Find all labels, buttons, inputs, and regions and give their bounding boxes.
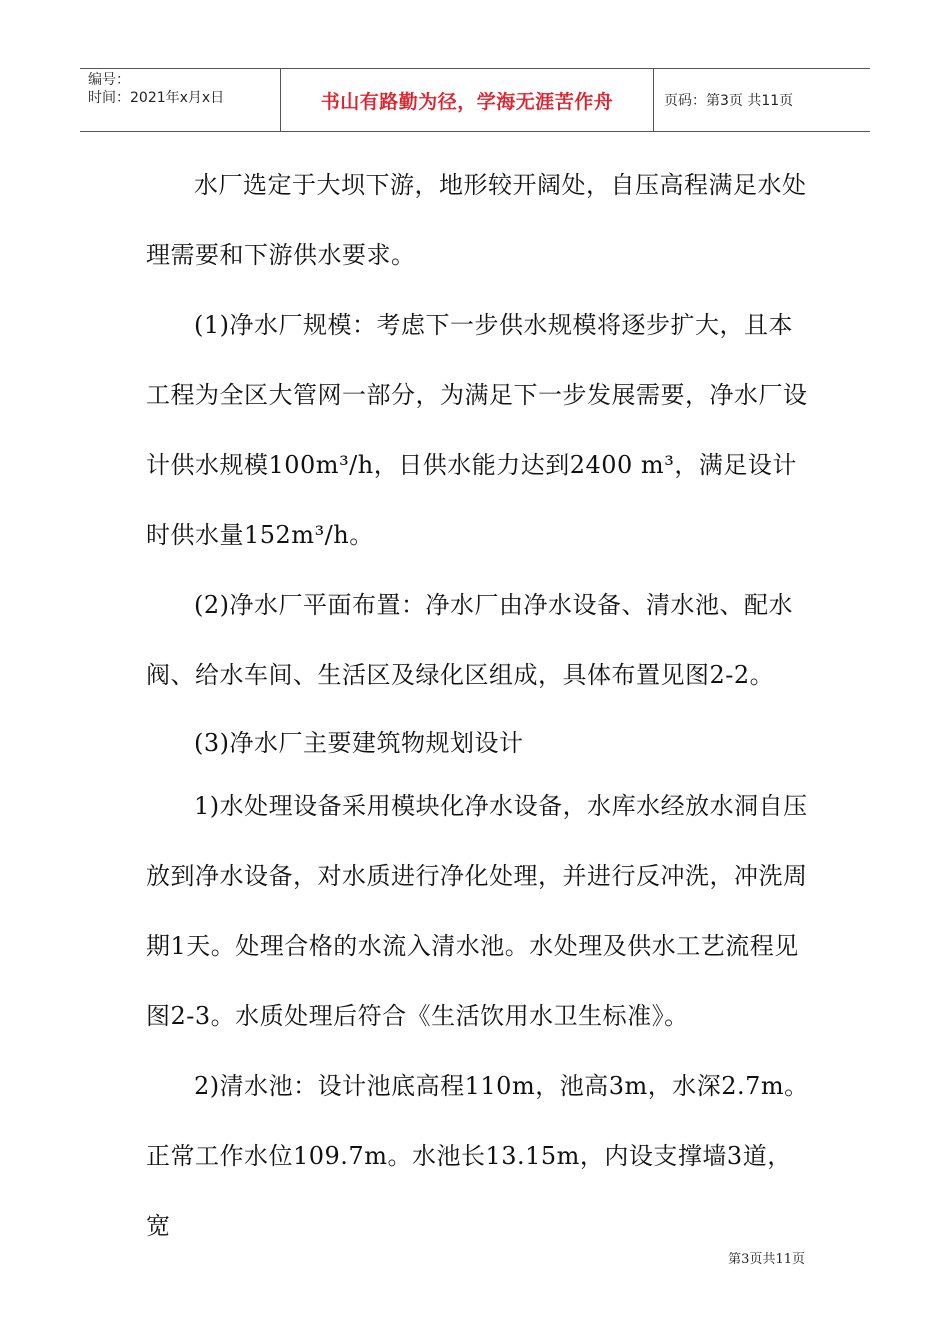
page-footer-number: 第3页共11页: [728, 1252, 805, 1267]
paragraph-plant-location: 水厂选定于大坝下游，地形较开阔处，自压高程满足水处理需要和下游供水要求。: [146, 171, 807, 269]
header-motto: 书山有路勤为径，学海无涯苦作舟: [281, 69, 654, 131]
document-number-label: 编号：: [88, 72, 130, 88]
page-header: [80, 68, 870, 132]
paragraph-clear-water-tank: 2)清水池：设计池底高程110m，池高3m，水深2.7m。正常工作水位109.7m。水池长13.15m，内设支撑墙3道，宽: [146, 1072, 809, 1240]
paragraph-plant-layout: (2)净水厂平面布置：净水厂由净水设备、清水池、配水阀、给水车间、生活区及绿化区组成，具体布置见图2-2。: [146, 591, 793, 689]
header-meta: [80, 69, 281, 131]
header-page-info: 页码：第3页 共11页: [664, 93, 794, 109]
paragraph-building-design-heading: (3)净水厂主要建筑物规划设计: [194, 729, 524, 757]
paragraph-treatment-equipment: 1)水处理设备采用模块化净水设备，水库水经放水洞自压放到净水设备，对水质进行净化处理，并进行反冲洗，冲洗周期1天。处理合格的水流入清水池。水处理及供水工艺流程见图2-3。水质处理后符合《生活饮用水卫生标准》。: [146, 792, 808, 1030]
document-date: 时间：2021年x月x日: [88, 90, 225, 106]
paragraph-plant-scale: (1)净水厂规模：考虑下一步供水规模将逐步扩大，且本工程为全区大管网一部分，为满足下一步发展需要，净水厂设计供水规模100m³/h，日供水能力达到2400 m³，满足设计时供水量152m³/h。: [146, 311, 808, 549]
